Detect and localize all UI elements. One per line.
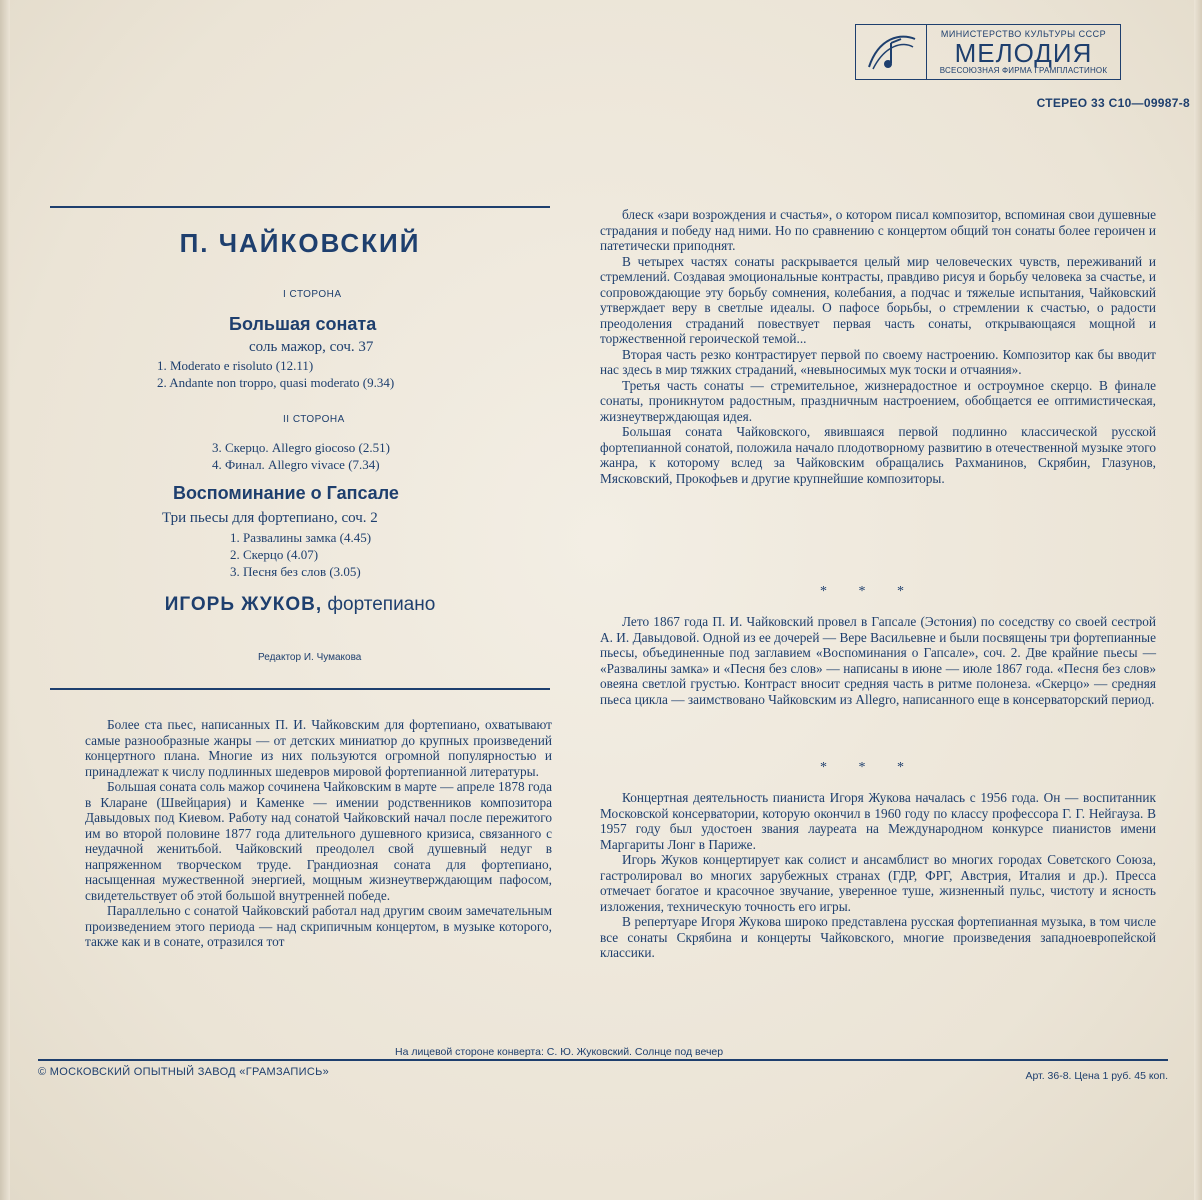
paragraph: Концертная деятельность пианиста Игоря Жукова началась с 1956 года. Он — воспитанник Московской консерватории, которую окончил в 1960 году по классу профессора Г. Г. Нейгауза. В 1957 году был удостоен звания лауреата на Международном конкурсе пианистов имени Маргариты Лонг в Париже. [600,790,1156,852]
logo-name: МЕЛОДИЯ [954,37,1093,68]
manufacturer-credit: © МОСКОВСКИЙ ОПЫТНЫЙ ЗАВОД «ГРАМЗАПИСЬ» [38,1066,330,1078]
logo-company-line: ВСЕСОЮЗНАЯ ФИРМА ГРАМПЛАСТИНОК [939,65,1108,75]
track-item: 4. Финал. Allegro vivace (7.34) [212,457,380,472]
track-item: 2. Скерцо (4.07) [230,547,319,562]
paragraph: В четырех частях сонаты раскрывается целый мир человеческих чувств, переживаний и стремлений. Создавая эмоциональные контрасты, правдиво рисуя и борьбу человека за счастье, и сопровождающие эту борьбу сомнения, колебания, а подчас и тяжелые испытания, Чайковский утверждает веру в светлые идеалы. О пафосе борьбы, о стремлении к счастью, о радости преодоления страданий повествует первая часть сонаты, открывающаяся мощной и торжественной героической темой... [600,253,1156,346]
performer [50,594,550,616]
performer-name: ИГОРЬ ЖУКОВ, [164,594,323,615]
track-item: 3. Песня без слов (3.05) [230,564,361,579]
paragraph: Третья часть сонаты — стремительное, жизнерадостное и остроумное скерцо. В финале сонаты, проникнутом радостным, праздничным настроением, обобщается ее оптимистическая, жизнеутверждающая идея. [600,377,1156,424]
liner-notes-left [85,717,552,950]
logo-ministry-line: МИНИСТЕРСТВО КУЛЬТУРЫ СССР [940,28,1107,39]
sleeve-edge-right [1194,0,1202,1200]
side-two-label: II СТОРОНА [283,414,345,425]
paragraph: Большая соната Чайковского, явившаяся первой подлинно классической русской фортепианной сонатой, положила начало плодотворному развитию в отечественной музыке этого жанра, к которому вслед за Чайковским обращались Рахманинов, Скрябин, Глазунов, Мясковский, Прокофьев и другие крупнейшие композиторы. [600,424,1156,486]
liner-notes-right-2 [600,614,1156,707]
paragraph: Большая соната соль мажор сочинена Чайковским в марте — апреле 1878 года в Кларане (Швейцария) и Каменке — имении родственников композитора Давыдовых под Киевом. Работу над сонатой Чайковский начал после пережитого им во второй половине 1877 года длительного душевного кризиса, связанного с неудачной женитьбой. Чайковский преодолел свой душевный недуг в напряженном творческом труде. Грандиозная соната для фортепиано, насыщенная мужественной энергией, мощным жизнеутверждающим пафосом, свидетельствует об этой большой внутренней победе. [85,779,552,903]
editor-credit: Редактор И. Чумакова [258,652,362,663]
composer-name: П. ЧАЙКОВСКИЙ [179,228,421,258]
paragraph: В репертуаре Игоря Жукова широко представлена русская фортепианная музыка, в том числе все сонаты Скрябина и концерты Чайковского, многие произведения западноевропейской классики. [600,914,1156,960]
section-separator: * * * [820,760,918,775]
track-item: 2. Andante non troppo, quasi moderato (9.34) [157,375,395,390]
paragraph: Лето 1867 года П. И. Чайковский провел в Гапсале (Эстония) по соседству со своей сестрой А. И. Давыдовой. Одной из ее дочерей — Вере Васильевне и были посвящены три фортепианные пьесы, объединенные под заглавием «Воспоминания о Гапсале», соч. 2. Две крайние пьесы — «Развалины замка» и «Песня без слов» — написаны в июне — июле 1867 года. «Песня без слов» овеяна светлой грустью. Контраст вносит средняя часть в ритме полонеза. «Скерцо» — средняя пьеса цикла — заимствовано Чайковским из Allegro, написанного еще в консерваторский период. [600,614,1156,707]
track-item: 1. Развалины замка (4.45) [230,530,372,545]
liner-notes-right-1 [600,207,1156,486]
liner-notes-right-3 [600,790,1156,961]
price-line: Арт. 36-8. Цена 1 руб. 45 коп. [1025,1070,1168,1082]
haapsalu-title: Воспоминание о Гапсале [173,483,399,503]
performer-role: фортепиано [322,594,436,615]
section-separator: * * * [820,584,918,599]
paragraph: Параллельно с сонатой Чайковский работал над другим своим замечательным произведением этого периода — над скрипичным концертом, в музыке которого, также как и в сонате, отразился тот [85,903,552,949]
divider-left-bottom [50,688,550,690]
divider-footer [38,1059,1168,1061]
paragraph: блеск «зари возрождения и счастья», о котором писал композитор, вспоминая свои душевные страдания и победу над ними. Но по сравнению с концертом общий тон сонаты более героичен и патетически приподнят. [600,207,1156,253]
paragraph: Игорь Жуков концертирует как солист и ансамблист во многих городах Советского Союза, гастролировал во многих зарубежных странах (ГДР, ФРГ, Австрия, Италия и др.). Пресса отмечает богатое и красочное звучание, уверенное туше, жизненный пульс, чистоту и ясность изложения, техническую точность его игры. [600,852,1156,914]
haapsalu-subtitle: Три пьесы для фортепиано, соч. 2 [162,510,378,526]
sonata-subtitle: соль мажор, соч. 37 [249,339,374,355]
sonata-title: Большая соната [229,314,377,334]
sleeve-edge-left [0,0,10,1200]
track-item: 1. Moderato e risoluto (12.11) [157,358,314,373]
track-item: 3. Скерцо. Allegro giocoso (2.51) [212,440,390,455]
cover-art-credit: На лицевой стороне конверта: С. Ю. Жуковский. Солнце под вечер [395,1046,724,1058]
paragraph: Вторая часть резко контрастирует первой по своему настроению. Композитор как бы вводит нас здесь в мир тяжких страданий, «невыносимых мук тоски и отчаяния». [600,346,1156,377]
side-one-label: I СТОРОНА [283,289,342,300]
melodiya-logo [855,24,1121,80]
divider-left-top [50,206,550,208]
paragraph: Более ста пьес, написанных П. И. Чайковским для фортепиано, охватывают самые разнообразные жанры — от детских миниатюр до крупных произведений концертного плана. Многие из них пользуются огромной популярностью и принадлежат к числу подлинных шедевров мировой фортепианной литературы. [85,717,552,779]
catalog-number: СТЕРЕО 33 С10—09987-8 [1036,96,1190,110]
melodiya-emblem-icon [856,25,927,79]
